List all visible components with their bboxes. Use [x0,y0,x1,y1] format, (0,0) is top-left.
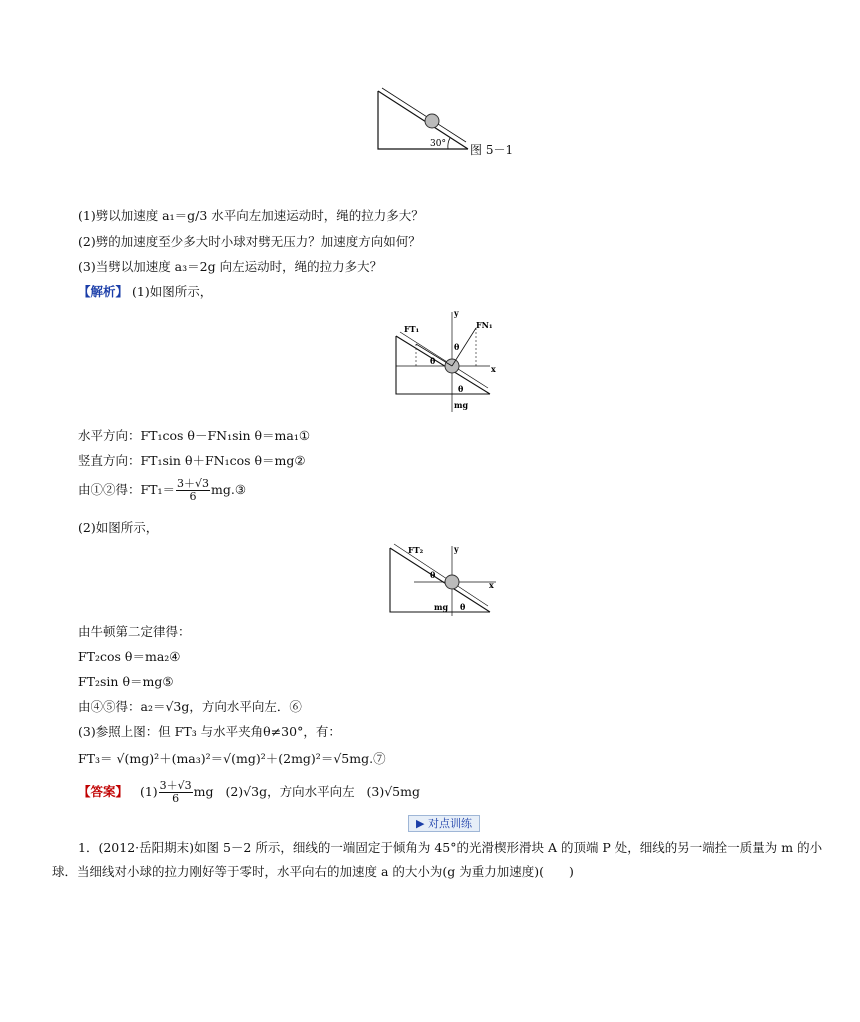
training-banner [408,815,480,832]
analysis-heading [78,284,212,300]
question-1: (1)劈以加速度 a₁＝g/3 水平向左加速运动时，绳的拉力多大？ [78,208,424,223]
exercise-line-1: 1．(2012·岳阳期末)如图 5－2 所示，细线的一端固定于倾角为 45°的光滑楔形滑块 A 的顶端 P 处，细线的另一端拴一质量为 m 的小 [78,840,823,855]
equation-4: FT₂cos θ＝ma₂④ [78,649,181,664]
figure-force-diagram-2 [384,542,496,616]
y-axis-label: y [454,308,459,318]
play-icon: ▶ [416,817,425,830]
figure-caption: 图 5－1 [470,143,514,157]
answer-2: (2)√3g，方向水平向左 [225,784,355,799]
x-axis-label-2: x [489,580,494,590]
angle-label: 30° [430,139,446,149]
result-1-pre: 由①②得：FT₁＝ [78,482,176,497]
analysis-intro-3: (3)参照上图：但 FT₃ 与水平夹角θ≠30°，有： [78,724,341,739]
answer-1-pre: (1) [139,784,158,799]
x-axis-label: x [491,364,496,374]
mg-label: mg [454,400,469,410]
result-1-post: mg.③ [211,482,247,497]
equation-5: FT₂sin θ＝mg⑤ [78,674,174,689]
answer-3: (3)√5mg [366,784,420,799]
answer-1-numerator: 3＋√3 [159,779,192,792]
result-1-numerator: 3＋√3 [177,477,210,490]
result-2: 由④⑤得：a₂＝√3g，方向水平向左．⑥ [78,699,302,714]
ft1-label: FT₁ [404,324,420,334]
analysis-tag: 【解析】 [78,284,129,299]
answer-1-denominator: 6 [172,792,180,805]
theta-label-2: θ [454,342,460,352]
equation-vertical: 竖直方向：FT₁sin θ＋FN₁cos θ＝mg② [78,453,306,468]
theta-label-3: θ [458,384,464,394]
question-2: (2)劈的加速度至少多大时小球对劈无压力？加速度方向如何？ [78,234,421,249]
fn1-label: FN₁ [476,320,493,330]
question-3: (3)当劈以加速度 a₃＝2g 向左运动时，绳的拉力多大？ [78,259,383,274]
figure-force-diagram-1 [390,308,500,414]
result-3: FT₃＝ √(mg)²＋(ma₃)²＝√(mg)²＋(2mg)²＝√5mg.⑦ [78,751,386,766]
exercise-line-2: 球．当细线对小球的拉力刚好等于零时，水平向右的加速度 a 的大小为(g 为重力加速度)( ) [52,864,574,879]
analysis-intro-2: (2)如图所示， [78,520,159,535]
newton-law-text: 由牛顿第二定律得： [78,624,191,639]
y-axis-label-2: y [454,544,459,554]
equation-horizontal: 水平方向：FT₁cos θ－FN₁sin θ＝ma₁① [78,428,311,443]
result-1-fraction [176,478,210,503]
mg-label-2: mg [434,602,449,612]
theta-label-4: θ [430,570,436,580]
ft2-label: FT₂ [408,545,424,555]
theta-label-5: θ [460,602,466,612]
analysis-intro-1: (1)如图所示， [132,284,213,299]
answer-1-fraction [159,780,193,805]
result-1 [78,478,246,503]
training-banner-label: 对点训练 [427,817,472,830]
answer-line [78,780,420,805]
theta-label-1: θ [430,356,436,366]
figure-5-1 [370,85,470,155]
answer-1-post: mg [193,784,214,799]
result-1-denominator: 6 [189,490,197,503]
answer-tag: 【答案】 [78,784,129,799]
